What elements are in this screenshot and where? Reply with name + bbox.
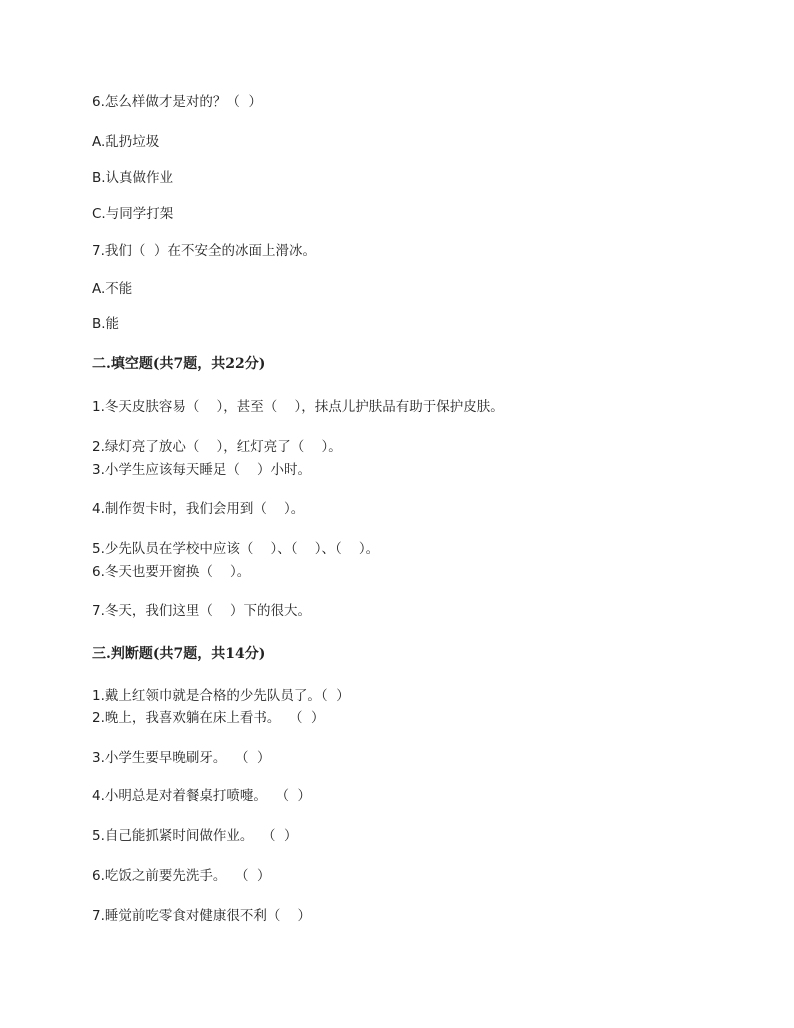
fill-in-question-6: 6.冬天也要开窗换（ ）。 xyxy=(92,564,251,580)
section-heading-true-false: 三.判断题(共7题，共14分) xyxy=(92,646,266,662)
question-6-option-c: C.与同学打架 xyxy=(92,206,174,222)
true-false-question-1: 1.戴上红领巾就是合格的少先队员了。（ ） xyxy=(92,688,350,704)
fill-in-question-4: 4.制作贺卡时，我们会用到（ ）。 xyxy=(92,501,305,517)
question-6-option-b: B.认真做作业 xyxy=(92,170,174,186)
question-6-stem: 6.怎么样做才是对的？（ ） xyxy=(92,94,262,110)
fill-in-question-3: 3.小学生应该每天睡足（ ）小时。 xyxy=(92,462,312,478)
fill-in-question-2: 2.绿灯亮了放心（ ），红灯亮了（ ）。 xyxy=(92,439,342,455)
fill-in-question-1: 1.冬天皮肤容易（ ），甚至（ ），抹点儿护肤品有助于保护皮肤。 xyxy=(92,399,504,415)
true-false-question-5: 5.自己能抓紧时间做作业。 （ ） xyxy=(92,828,298,844)
true-false-question-4: 4.小明总是对着餐桌打喷嚏。 （ ） xyxy=(92,788,312,804)
fill-in-question-7: 7.冬天，我们这里（ ）下的很大。 xyxy=(92,603,312,619)
question-6-option-a: A.乱扔垃圾 xyxy=(92,134,160,150)
question-7-stem: 7.我们（ ）在不安全的冰面上滑冰。 xyxy=(92,243,316,259)
true-false-question-7: 7.睡觉前吃零食对健康很不利（ ） xyxy=(92,908,312,924)
true-false-question-6: 6.吃饭之前要先洗手。 （ ） xyxy=(92,868,271,884)
question-7-option-a: A.不能 xyxy=(92,281,133,297)
true-false-question-3: 3.小学生要早晚刷牙。 （ ） xyxy=(92,750,271,766)
fill-in-question-5: 5.少先队员在学校中应该（ ）、（ ）、（ ）。 xyxy=(92,541,380,557)
question-7-option-b: B.能 xyxy=(92,316,120,332)
true-false-question-2: 2.晚上，我喜欢躺在床上看书。 （ ） xyxy=(92,710,325,726)
section-heading-fill-in: 二.填空题(共7题，共22分) xyxy=(92,356,266,372)
